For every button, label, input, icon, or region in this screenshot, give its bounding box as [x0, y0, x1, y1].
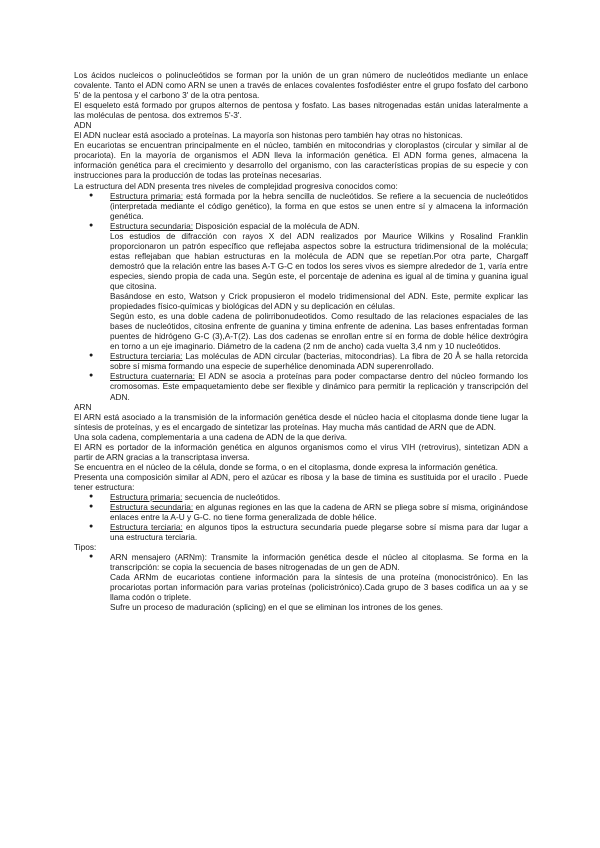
- item-label: Estructura secundaria:: [110, 220, 194, 231]
- item-text: está formada por la hebra sencilla de nucleótidos. Se refiere a la secuencia de nucleótidos (interpretada mediante el código genético), la forma en que estos se unen entre sí y almacena la información genética.: [110, 190, 528, 221]
- item-text: secuencia de nucleótidos.: [182, 491, 281, 502]
- bullet-icon: ●: [89, 523, 94, 531]
- list-item: [74, 552, 528, 612]
- item-text: en algunos tipos la estructura secundaria puede plegarse sobre sí misma para dar lugar a una estructura terciaria.: [110, 522, 528, 543]
- arn-heading: ARN: [74, 401, 92, 412]
- bullet-icon: ●: [89, 352, 94, 360]
- item-label: Estructura terciaria:: [110, 522, 183, 533]
- intro-paragraph-2: El esqueleto está formado por grupos alternos de pentosa y fosfato. Las bases nitrogenadas están unidas lateralmente a las moléculas de pentosa. dos extremos 5'-3'.: [74, 100, 528, 121]
- arn-structure-list: [74, 492, 528, 542]
- adn-structure-list: [74, 191, 528, 402]
- bullet-icon: ●: [89, 553, 94, 561]
- item-subparagraph: Los estudios de difracción con rayos X del ADN realizados por Maurice Wilkins y Rosalind Franklin proporcionaron un patrón específico que reflejaba aspectos sobre la estructura tridimensional de la molécula; estas reflejaban que habian estructuras en la molécula de ADN que se repetían.Por otra parte, Chargaff demostró que la relación entre las bases A-T G-C en todos los seres vivos es siempre alrededor de 1, varía entre especies, siendo propia de cada una. Según este, el porcentaje de adenina es igual al de timina y guanina igual que citosina.: [110, 230, 528, 291]
- item-label: Estructura terciaria:: [110, 351, 183, 362]
- item-label: Estructura primaria:: [110, 190, 184, 201]
- adn-paragraph-1: El ADN nuclear está asociado a proteínas. La mayoría son histonas pero también hay otras no histonicas.: [74, 130, 463, 141]
- intro-paragraph-1: Los ácidos nucleicos o polinucleótidos se forman por la unión de un gran número de nucleótidos mediante un enlace covalente. Tanto el ADN como ARN se unen a través de enlaces covalentes fosfodiéster entre el grupo fosfato del carbono 5' de la pentosa y el carbono 3' de la otra pentosa.: [74, 70, 528, 101]
- item-subparagraph: Sufre un proceso de maduración (splicing) en el que se eliminan los intrones de los genes.: [110, 602, 443, 613]
- item-subparagraph: Basándose en esto, Watson y Crick propusieron el modelo tridimensional del ADN. Este, permite explicar las propiedades físico-químicas y biológicas del ADN y su deplicación en células.: [110, 291, 528, 312]
- adn-heading: ADN: [74, 120, 92, 131]
- item-text: Disposición espacial de la molécula de ADN.: [193, 220, 360, 231]
- arn-paragraph-3: El ARN es portador de la información genética en algunos organismos como el virus VIH (retrovirus), sintetizan ADN a partir de ARN gracias a la transcriptasa inversa.: [74, 441, 528, 462]
- item-label: Estructura primaria:: [110, 491, 183, 502]
- adn-paragraph-3: La estructura del ADN presenta tres niveles de complejidad progresiva conocidos como:: [74, 180, 398, 191]
- arn-paragraph-1: El ARN está asociado a la transmisión de la información genética desde el núcleo hacia el citoplasma donde tiene lugar la síntesis de proteínas, y es el encargado de sintetizar las proteínas. Hay mucha más cantidad de ARN que de ADN.: [74, 411, 528, 432]
- bullet-icon: ●: [89, 372, 94, 380]
- bullet-icon: ●: [89, 191, 94, 199]
- bullet-icon: ●: [89, 503, 94, 511]
- item-subparagraph: Cada ARNm de eucariotas contiene información para la síntesis de una proteína (monocistrónico). En las procariotas portan información para varias proteínas (policistrónico).Cada grupo de 3 bases codifica un aa y se llama codón o triplete.: [110, 572, 528, 603]
- bullet-icon: ●: [89, 221, 94, 229]
- adn-paragraph-2: En eucariotas se encuentran principalmente en el núcleo, también en mitocondrias y cloroplastos (circular y similar al de procariota). En la mayoría de organismos el ADN lleva la información genética. El ADN forma genes, almacena la información genética para el crecimiento y desarrollo del organismo, con las características propias de su especie y con instrucciones para la producción de todas las proteínas necesarias.: [74, 140, 528, 181]
- list-item: [74, 371, 528, 401]
- item-text: Las moléculas de ADN circular (bacterias, mitocondrias). La fibra de 20 Å se halla retorcida sobre sí misma formando una especie de superhélice denominada ADN superenrollado.: [110, 351, 528, 372]
- list-item: [74, 191, 528, 221]
- item-text: en algunas regiones en las que la cadena de ARN se pliega sobre sí misma, originándose enlaces entre la A-U y G-C. no tiene forma generalizada de doble hélice.: [110, 502, 528, 523]
- item-text: El ADN se asocia a proteínas para poder compactarse dentro del núcleo formando los cromosomas. Este empaquetamiento debe ser flexible y dinámico para permitir la replicación y transcripción del ADN.: [110, 371, 528, 402]
- list-item: [74, 522, 528, 542]
- arn-paragraph-5: Presenta una composición similar al ADN, pero el azúcar es ribosa y la base de timina es sustituida por el uracilo . Puede tener estructura:: [74, 471, 528, 492]
- item-text: ARN mensajero (ARNm): Transmite la información genética desde el núcleo al citoplasma. Se forma en la transcripción: se copia la secuencia de bases nitrogenadas de un gen de ADN.: [110, 552, 528, 573]
- arn-paragraph-2: Una sola cadena, complementaria a una cadena de ADN de la que deriva.: [74, 431, 348, 442]
- list-item: [74, 351, 528, 371]
- item-label: Estructura cuaternaria:: [110, 371, 195, 382]
- list-item: [74, 502, 528, 522]
- tipos-list: [74, 552, 528, 612]
- bullet-icon: ●: [89, 492, 94, 500]
- item-subparagraph: Según esto, es una doble cadena de polirribonudeotidos. Como resultado de las relaciones espaciales de las bases de nucleótidos, citosina enfrente de guanina y timina enfrente de adenina. Las bases enfrentadas forman puentes de hidrógeno G-C (3),A-T(2). Las dos cadenas se enrollan entre sí en forma de doble hélice dextrógira en torno a un eje imaginario. Diámetro de la cadena (2 nm de ancho) cada vuelta 3,4 nm y 10 nucleótidos.: [110, 311, 528, 352]
- list-item: [74, 221, 528, 352]
- list-item: [74, 492, 528, 502]
- item-label: Estructura secundaria:: [110, 502, 194, 513]
- arn-paragraph-4: Se encuentra en el núcleo de la célula, donde se forma, o en el citoplasma, donde expresa la información genética.: [74, 461, 498, 472]
- tipos-heading: Tipos:: [74, 542, 97, 553]
